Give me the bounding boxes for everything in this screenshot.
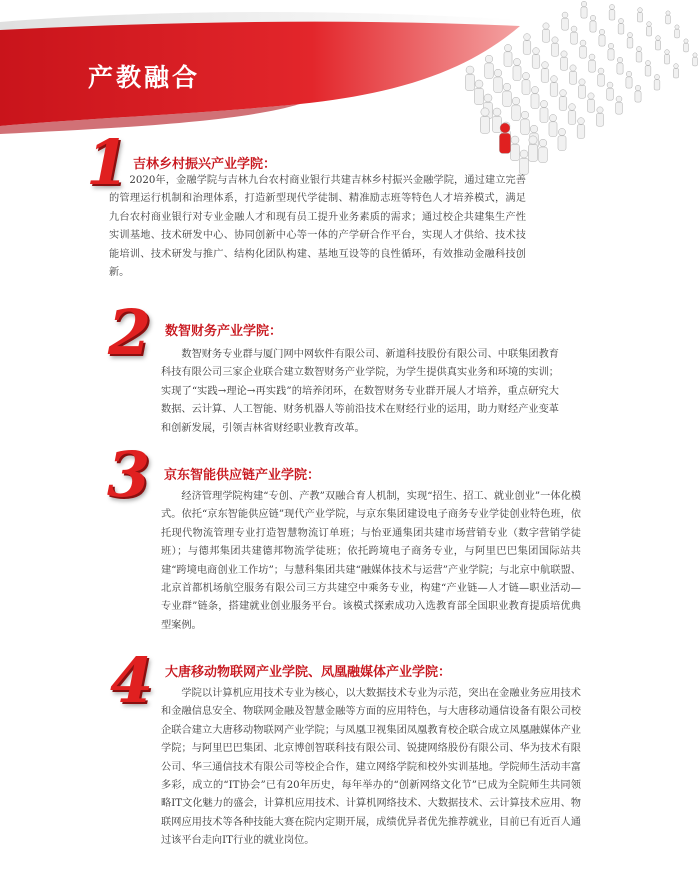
- crowd-figure: [549, 114, 557, 136]
- crowd-figure: [480, 108, 489, 133]
- crowd-figure: [499, 123, 510, 153]
- crowd-figure: [511, 136, 520, 161]
- crowd-figure: [485, 55, 494, 78]
- crowd-figure: [654, 74, 660, 90]
- crowd-figure: [532, 48, 540, 69]
- crowd-figure: [475, 80, 484, 105]
- section-number-4: 4: [110, 644, 154, 717]
- crowd-figure: [528, 136, 537, 161]
- crowd-figure: [645, 60, 651, 76]
- crowd-figure: [616, 96, 623, 114]
- crowd-figure: [607, 82, 614, 100]
- crowd-figure: [523, 34, 531, 55]
- crowd-figure: [673, 64, 678, 78]
- crowd-figure: [618, 18, 624, 34]
- crowd-figure: [542, 23, 549, 42]
- crowd-figure: [626, 71, 632, 88]
- crowd-figure: [627, 32, 633, 48]
- section-title-1: 吉林乡村振兴产业学院：: [133, 157, 277, 172]
- crowd-figure: [522, 72, 530, 94]
- crowd-figure: [466, 66, 475, 91]
- crowd-figure: [693, 53, 698, 66]
- section-number-1: 1: [86, 126, 130, 199]
- page-title: 产教融合: [88, 63, 201, 92]
- section-title-4: 大唐移动物联网产业学院、凤凰融媒体产业学院：: [165, 665, 452, 680]
- section-title-3: 京东智能供应链产业学院：: [164, 468, 321, 483]
- section-body-3: 经济管理学院构建“专创、产教”双融合育人机制，实现“招生、招工、就业创业”一体化模式。依托“京东智能供应链”现代产业学院，与京东集团建设电子商务专业学徒创业特色班，依托现代物流管理专业打造智慧物流订单班；与怡亚通集团共建市场营销专业（数字营销学徒班）；与德邦集团共建德邦物流学徒班；依托跨境电子商务专业，与阿里巴巴集团国际站共建“跨境电商创业工作坊”；与慧科集团共建“融媒体技术与运营”产业学院；与北京中航联盟、北京首都机场航空服务有限公司三方共建空中乘务专业，构建“产业链—人才链—职业活动—专业群”链条，搭建就业创业服务平台。该模式探索成功入选教育部全国职业教育提质培优典型案例。: [161, 491, 581, 631]
- section-number-2: 2: [108, 296, 152, 369]
- crowd-figure: [599, 29, 605, 46]
- crowd-figure: [666, 11, 671, 24]
- crowd-figure: [520, 150, 529, 175]
- crowd-figure: [581, 1, 587, 18]
- crowd-figure: [589, 54, 596, 72]
- crowd-figure: [590, 15, 596, 32]
- crowd-figure: [539, 139, 548, 162]
- crowd-figure: [578, 79, 585, 98]
- crowd-figure: [596, 107, 603, 126]
- crowd-figure: [608, 43, 614, 60]
- section-body-2: 数智财务专业群与厦门网中网软件有限公司、新道科技股份有限公司、中联集团教育科技有限公司三家企业联合建立数智财务产业学院，为学生提供真实业务和环境的实训；实现了“实践→理论→再实践”的培养闭环，在数智财务专业群开展人才培养，重点研究大数据、云计算、人工智能、财务机器人等前沿技术在财经行业的运用，助力财经产业变革和创新发展，引领吉林省财经职业教育改革。: [161, 349, 559, 434]
- section-body-1: 2020年，金融学院与吉林九台农村商业银行共建吉林乡村振兴金融学院，通过建立完善的管理运行机制和治理体系，打造新型现代学徒制、精准励志班等特色人才培养模式，满足九台农村商业银行对专业金融人才和现有员工提升业务素质的需求；通过校企共建集生产性实训基地、技术研发中心、协同创新中心等一体的产学研合作平台，实现人才供给、技术技能培训、技术研发与推广、结构化团队构建、基地互设等的良性循环，有效推动金融科技创新。: [109, 175, 526, 279]
- crowd-figure: [609, 4, 615, 20]
- crowd-figure: [635, 85, 641, 102]
- crowd-figure: [540, 100, 548, 122]
- crowd-figure: [560, 51, 567, 70]
- crowd-figure: [684, 39, 689, 52]
- crowd-figure: [617, 57, 623, 74]
- crowd-figure: [541, 62, 549, 83]
- crowd-figure: [494, 69, 503, 92]
- crowd-figure: [503, 83, 512, 106]
- crowd-figure: [655, 36, 660, 50]
- crowd-figure: [675, 25, 680, 38]
- crowd-figure: [580, 40, 587, 58]
- section-title-2: 数智财务产业学院：: [165, 324, 283, 339]
- crowd-figure: [521, 111, 530, 134]
- crowd-figure: [551, 37, 558, 56]
- crowd-figure: [568, 104, 576, 125]
- crowd-figure: [513, 58, 521, 80]
- crowd-figure: [569, 65, 576, 84]
- crowd-figure: [559, 90, 567, 111]
- section-body-4: 学院以计算机应用技术专业为核心，以大数据技术专业为示范，突出在金融业务应用技术和金融信息安全、物联网金融及智慧金融等方面的应用特色，与大唐移动通信设备有限公司校企联合建立大唐移动物联网产业学院；与凤凰卫视集团凤凰教育校企联合成立凤凰融媒体产业学院；与阿里巴巴集团、北京博创智联科技有限公司、锐捷网络股份有限公司、华为技术有限公司、华三通信技术有限公司等校企合作，建立网络学院和校外实训基地。学院师生活动丰富多彩，成立的“IT协会”已有20年历史，每年举办的“创新网络文化节”已成为全院师生共同领略IT文化魅力的盛会，计算机应用技术、计算机网络技术、大数据技术、云计算技术应用、物联网应用技术等各种技能大赛在院内定期开展，成绩优异者优先推荐就业，目前已有近百人通过该平台走向IT行业的就业岗位。: [161, 688, 581, 847]
- crowd-figure: [637, 8, 642, 22]
- crowd-figure: [504, 44, 512, 66]
- crowd-icon: [455, 0, 700, 190]
- crowd-figure: [571, 26, 578, 44]
- crowd-figure: [558, 128, 566, 150]
- crowd-figure: [550, 76, 558, 97]
- crowd-figure: [512, 97, 521, 120]
- crowd-figure: [646, 22, 651, 36]
- crowd-figure: [531, 86, 539, 108]
- crowd-figure: [636, 46, 642, 62]
- crowd-figure: [664, 50, 669, 64]
- crowd-figure: [577, 118, 585, 139]
- crowd-figure: [598, 68, 605, 86]
- crowd-figure: [587, 93, 594, 112]
- crowd-figure: [562, 12, 569, 30]
- section-number-3: 3: [107, 438, 151, 511]
